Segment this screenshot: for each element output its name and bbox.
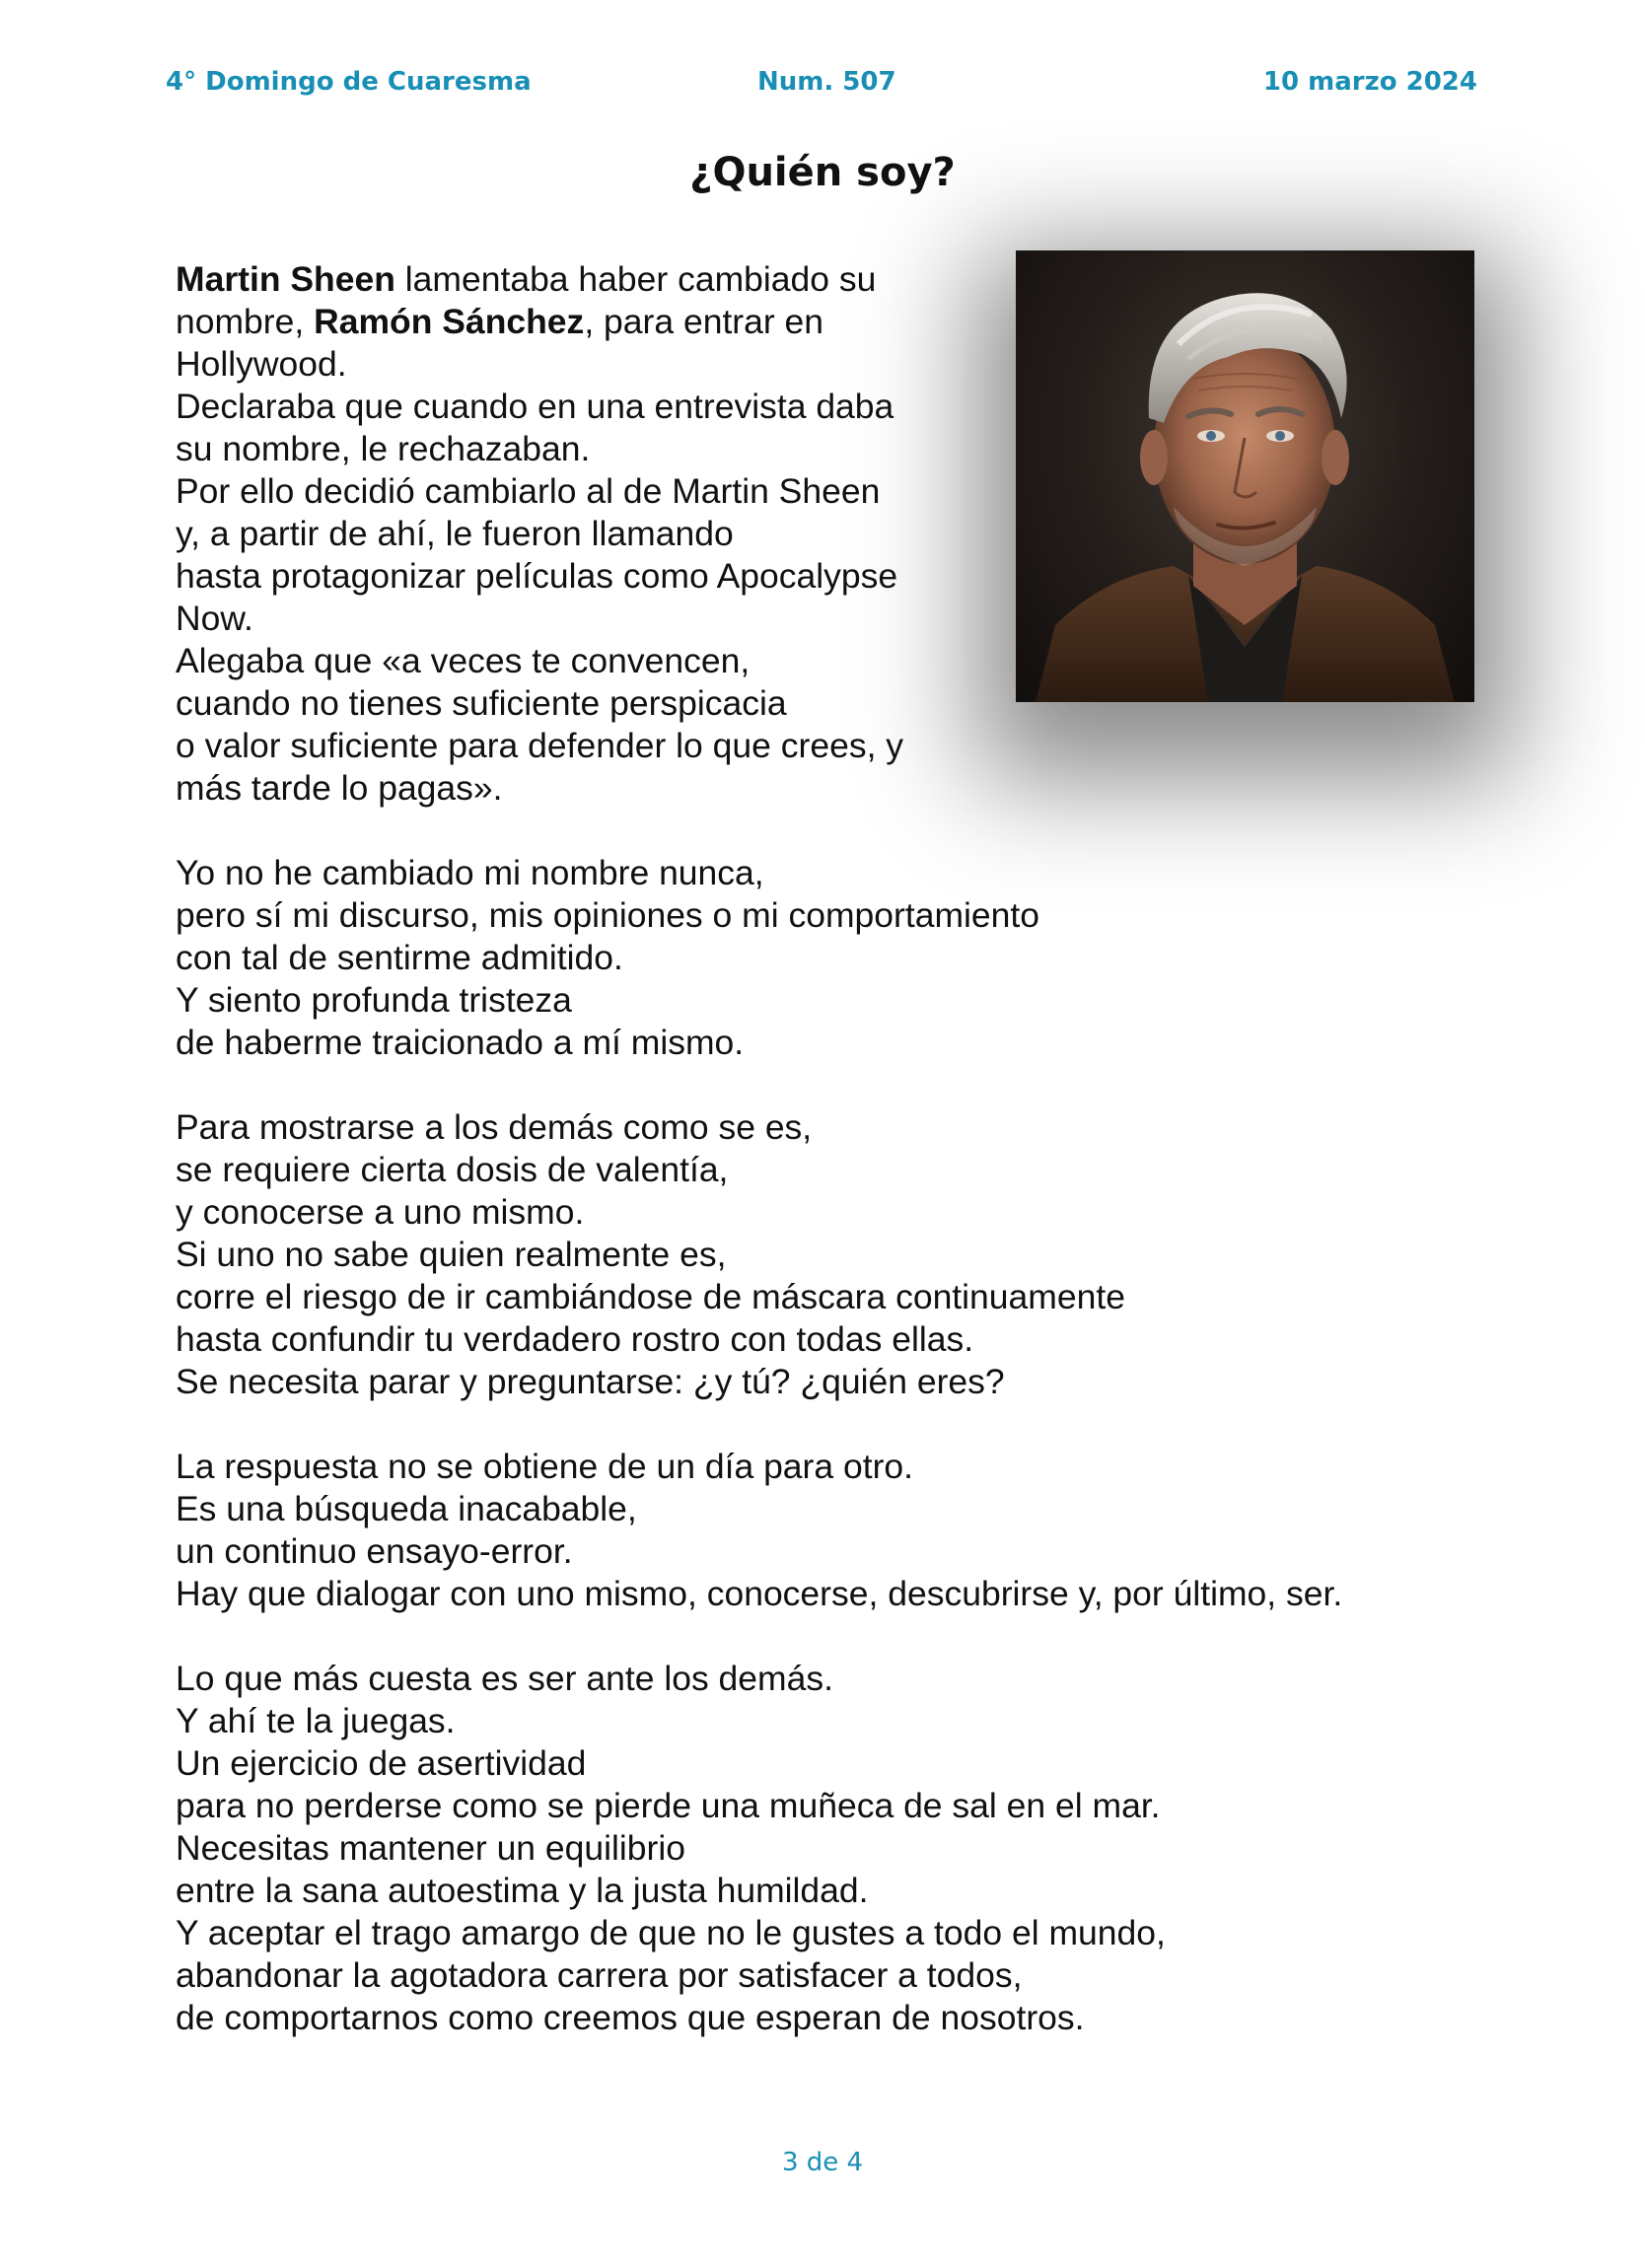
text-line: entre la sana autoestima y la justa humildad. xyxy=(176,1871,869,1910)
text-line: Por ello decidió cambiarlo al de Martin Sheen xyxy=(176,471,881,511)
text-line xyxy=(176,301,1487,343)
text-line: pero sí mi discurso, mis opiniones o mi comportamiento xyxy=(176,895,1040,935)
text-line xyxy=(176,258,1487,301)
text-line: Se necesita parar y preguntarse: ¿y tú? ¿quién eres? xyxy=(176,1362,1005,1401)
page-header xyxy=(166,67,1477,103)
text-line: más tarde lo pagas». xyxy=(176,768,503,808)
text-line: Now. xyxy=(176,599,253,638)
intro-paragraph xyxy=(176,258,1487,810)
text-line: Y ahí te la juegas. xyxy=(176,1701,456,1740)
paragraph-3 xyxy=(176,1106,1487,1403)
text-line: de comportarnos como creemos que esperan de nosotros. xyxy=(176,1998,1085,2037)
text-line: Hay que dialogar con uno mismo, conocerse, descubrirse y, por último, ser. xyxy=(176,1574,1343,1613)
text-line: Y aceptar el trago amargo de que no le gustes a todo el mundo, xyxy=(176,1913,1166,1952)
text-line: y, a partir de ahí, le fueron llamando xyxy=(176,514,734,553)
paragraph-5 xyxy=(176,1658,1487,2039)
header-date: 10 marzo 2024 xyxy=(1262,67,1477,97)
text-line: Si uno no sabe quien realmente es, xyxy=(176,1235,727,1274)
text-fragment: nombre, xyxy=(176,302,315,341)
text-line: con tal de sentirme admitido. xyxy=(176,938,623,977)
text-fragment: , para entrar en xyxy=(584,302,824,341)
text-line: y conocerse a uno mismo. xyxy=(176,1192,585,1232)
text-line: Hollywood. xyxy=(176,344,347,384)
bold-name-martin-sheen: Martin Sheen xyxy=(176,259,395,299)
text-fragment: lamentaba haber cambiado su xyxy=(394,259,877,299)
text-line: Alegaba que «a veces te convencen, xyxy=(176,641,751,680)
text-line: se requiere cierta dosis de valentía, xyxy=(176,1150,729,1189)
text-line: Lo que más cuesta es ser ante los demás. xyxy=(176,1659,833,1698)
text-line: hasta confundir tu verdadero rostro con todas ellas. xyxy=(176,1319,974,1359)
text-line: abandonar la agotadora carrera por satisfacer a todos, xyxy=(176,1955,1023,1995)
text-line: o valor suficiente para defender lo que crees, y xyxy=(176,726,904,765)
text-line: La respuesta no se obtiene de un día para otro. xyxy=(176,1447,914,1486)
paragraph-4 xyxy=(176,1446,1487,1615)
text-line: cuando no tienes suficiente perspicacia xyxy=(176,683,787,723)
header-issue-number: Num. 507 xyxy=(757,67,896,97)
text-line: para no perderse como se pierde una muñeca de sal en el mar. xyxy=(176,1786,1161,1825)
article-body xyxy=(176,258,1487,2082)
bold-name-ramon-sanchez: Ramón Sánchez xyxy=(314,302,585,341)
text-line: un continuo ensayo-error. xyxy=(176,1531,573,1571)
text-line: corre el riesgo de ir cambiándose de máscara continuamente xyxy=(176,1277,1125,1316)
text-line: Y siento profunda tristeza xyxy=(176,980,572,1020)
text-line: su nombre, le rechazaban. xyxy=(176,429,591,468)
text-line: Yo no he cambiado mi nombre nunca, xyxy=(176,853,764,892)
text-line: Declaraba que cuando en una entrevista daba xyxy=(176,387,894,426)
text-line: de haberme traicionado a mí mismo. xyxy=(176,1023,745,1062)
page-number: 3 de 4 xyxy=(781,2148,864,2177)
paragraph-2 xyxy=(176,852,1487,1064)
text-line: Un ejercicio de asertividad xyxy=(176,1743,587,1783)
header-sunday: 4° Domingo de Cuaresma xyxy=(166,67,532,97)
text-line: Para mostrarse a los demás como se es, xyxy=(176,1107,813,1147)
text-line: Es una búsqueda inacabable, xyxy=(176,1489,637,1528)
text-line: hasta protagonizar películas como Apocalypse xyxy=(176,556,898,596)
text-line: Necesitas mantener un equilibrio xyxy=(176,1828,686,1868)
page-title: ¿Quién soy? xyxy=(689,150,956,195)
